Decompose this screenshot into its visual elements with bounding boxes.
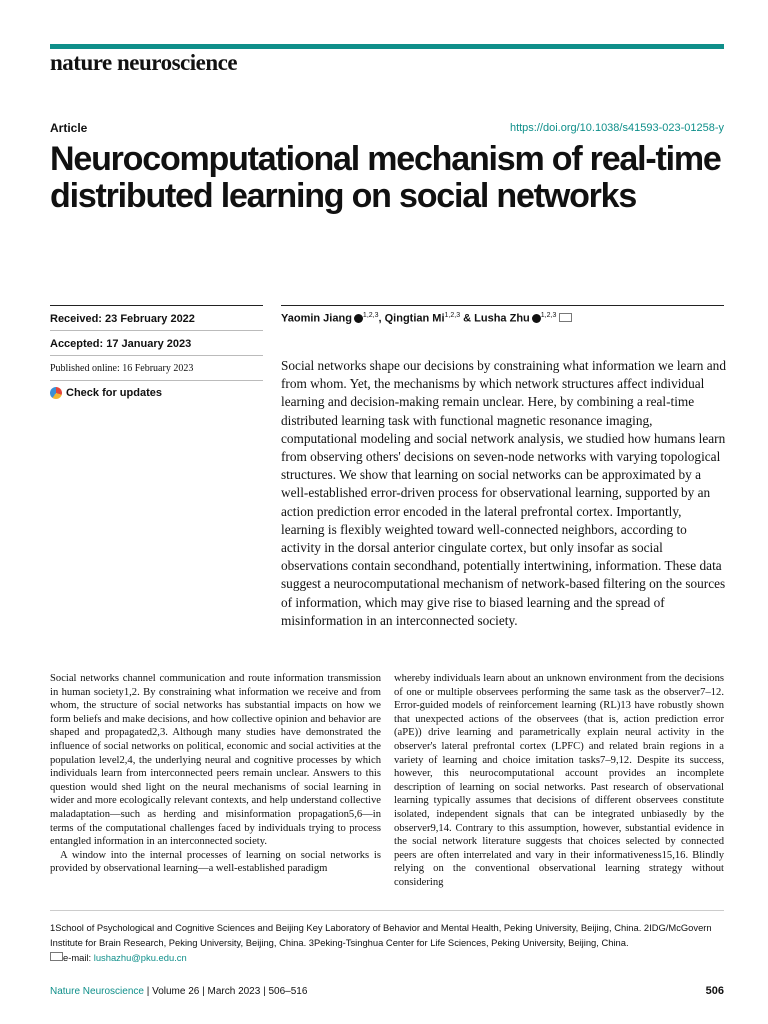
author-name[interactable]: Qingtian Mi xyxy=(384,312,445,325)
email-envelope-icon[interactable] xyxy=(559,313,572,322)
author-affiliation: 1,2,3 xyxy=(362,312,379,319)
body-paragraph: Social networks channel communication and route information transmission in human society1,2. By constraining what information we receive and from whom, the structure of social networks has substantial impacts on how we form beliefs and make decisions, and how collective opinion and behavior are shaped and propagated2,3. Although many studies have demonstrated the influence of social networks on political, economic and social activities at the population level2,4, the underlying neural and cognitive processes by which individuals learn from interconnected peers remain unclear. Answers to this question would shed light on the neural mechanisms of social learning in wider and more ecologically relevant contexts, and help understand collective maladaptation—such as herding and misinformation propagation5,6—in terms of the computational challenges faced by individuals trying to process entangled information in an interconnected society. xyxy=(50,673,381,848)
meta-divider xyxy=(50,380,263,381)
meta-divider xyxy=(50,330,263,331)
received-date: Received: 23 February 2022 xyxy=(50,313,195,325)
published-date: Published online: 16 February 2023 xyxy=(50,363,194,374)
check-updates-label: Check for updates xyxy=(66,387,162,399)
affiliations xyxy=(50,920,730,965)
email-link[interactable]: lushazhu@pku.edu.cn xyxy=(93,952,187,963)
body-paragraph: whereby individuals learn about an unknown environment from the decisions of one or multiple observees performing the same task as the observer7–12. Error-guided models of reinforcement learning (RL)13 have robustly shown that unexpected actions of the observees (that is, action prediction error (aPE)) drive learning and parametrically explain neural activity in the observer's lateral prefrontal cortex (LPFC) and related brain regions in a variety of learning and choice imitation tasks7–9,12. Despite its success, however, this neurocomputational account provides an incomplete description of learning on social networks. Past research of observational learning typically assumes that decisions of different observees constitute isolated, independent signals that can be integrated unbiasedly by the observer9,14. Contrary to this assumption, however, substantial evidence in the social network literature suggests that choices selected by connected peers are often interrelated and vary in their informativeness15,16. Blindly relying on the conventional observational learning strategy without considering xyxy=(394,673,724,888)
footer-journal[interactable]: Nature Neuroscience xyxy=(50,986,144,997)
journal-name: nature neuroscience xyxy=(50,50,238,75)
email-label: e-mail: xyxy=(63,952,92,963)
footnote-rule xyxy=(50,910,724,911)
abstract: Social networks shape our decisions by constraining what information we learn and from whom. Yet, the mechanisms by which network structures affect individual learning and decision-making remain unclear. Here, by combining a real-time distributed learning task with functional magnetic resonance imaging, computational modeling and social network analysis, we studied how humans learn from observing others' decisions on seven-node networks with varying topological structures. We show that learning on social networks can be approximated by a well-established error-driven process for observational learning, supported by an action prediction error encoded in the lateral prefrontal cortex. Importantly, learning is flexibly weighted toward well-connected neighbors, according to activity in the dorsal anterior cingulate cortex, but only insofar as social observations contain secondhand, potentially intertwining, information. These data suggest a neurocomputational mechanism of network-based filtering on the sources of information, which may give rise to biased learning and the spread of misinformation in an interconnected society. xyxy=(281,358,726,628)
footer-citation xyxy=(50,986,307,997)
meta-divider xyxy=(50,355,263,356)
author-list: Yaomin Jiang $^{1,2,3}$, Qingtian Mi$^{1,2,3}$ & Lusha Zhu $^{1,2,3}$ xyxy=(281,312,572,325)
check-updates-button[interactable] xyxy=(50,387,162,399)
meta-top-rule xyxy=(50,305,263,306)
author-affiliation: 1,2,3 xyxy=(540,312,557,319)
author-name[interactable]: Yaomin Jiang xyxy=(281,312,352,325)
authors-top-rule xyxy=(281,305,724,306)
check-updates-icon xyxy=(50,387,62,399)
email-envelope-icon xyxy=(50,952,63,961)
accepted-date: Accepted: 17 January 2023 xyxy=(50,338,192,350)
article-type-label: Article xyxy=(50,121,88,135)
body-paragraph: A window into the internal processes of learning on social networks is provided by observational learning—a well-established paradigm xyxy=(50,849,381,875)
page-number: 506 xyxy=(705,985,724,997)
orcid-icon[interactable] xyxy=(532,314,541,323)
journal-accent-bar xyxy=(50,44,724,49)
footer-details: | Volume 26 | March 2023 | 506–516 xyxy=(143,986,308,997)
body-column-left xyxy=(50,672,381,876)
author-affiliation: 1,2,3 xyxy=(444,312,461,319)
orcid-icon[interactable] xyxy=(354,314,363,323)
author-name[interactable]: Lusha Zhu xyxy=(474,312,530,325)
doi-link[interactable]: https://doi.org/10.1038/s41593-023-01258-y xyxy=(509,122,724,134)
affiliations-text: 1School of Psychological and Cognitive Sciences and Beijing Key Laboratory of Behavior and Mental Health, Peking University, Beijing, China. 2IDG/McGovern Institute for Brain Research, Peking University, Beijing, China. 3Peking-Tsinghua Center for Life Sciences, Peking University, Beijing, China. xyxy=(50,922,712,948)
article-title: Neurocomputational mechanism of real-time distributed learning on social networks xyxy=(50,140,721,215)
body-column-right xyxy=(394,672,724,890)
